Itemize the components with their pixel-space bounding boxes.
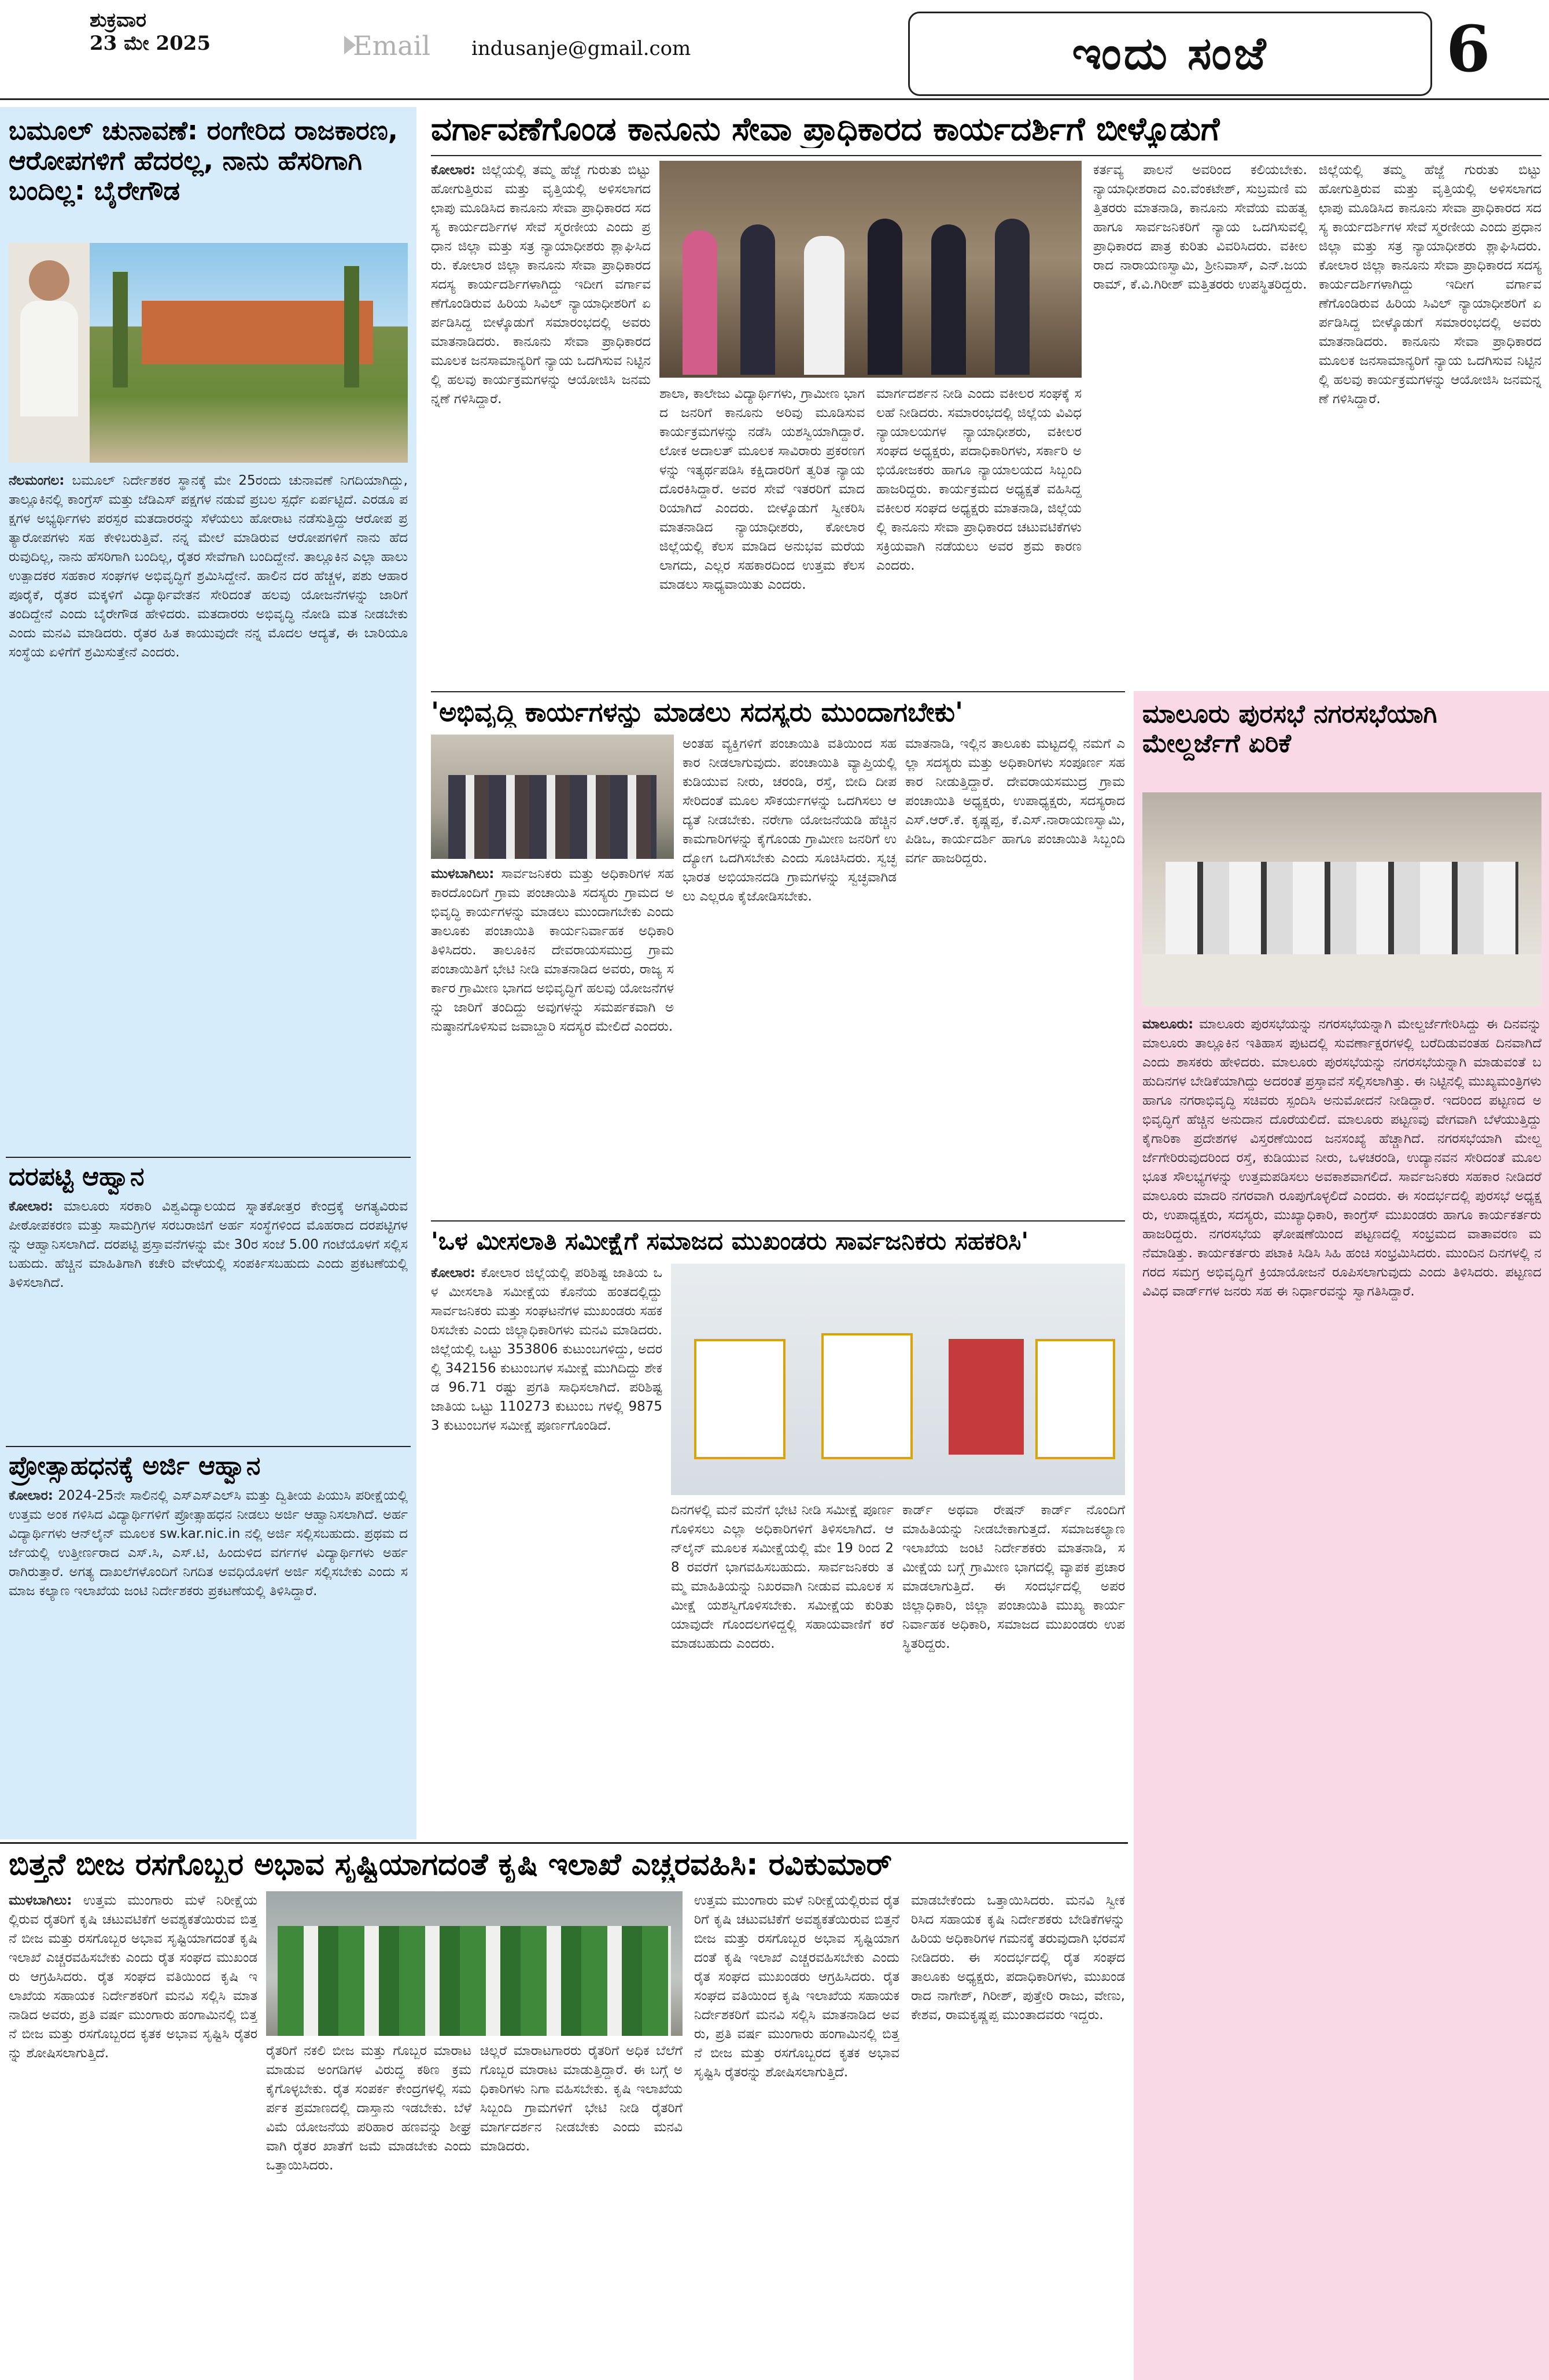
bottom-main-body-1: ಮುಳಬಾಗಿಲು: ಉತ್ತಮ ಮುಂಗಾರು ಮಳೆ ನಿರೀಕ್ಷೆಯಲ್ಲಿರುವ ರೈತರಿಗೆ ಕೃಷಿ ಚಟುವಟಿಕೆಗೆ ಅವಶ್ಯಕತೆಯಿರುವ ಬಿತ್ತನೆ ಬೀಜ ಮತ್ತು ರಸಗೊಬ್ಬರ ಅಭಾವ ಸೃಷ್ಟಿಯಾಗದಂತೆ ಕೃಷಿ ಇಲಾಖೆ ಎಚ್ಚರವಹಿಸಬೇಕು ಎಂದು ರೈತ ಸಂಘದ ಮುಖಂಡರು ಆಗ್ರಹಿಸಿದರು. ರೈತ ಸಂಘದ ವತಿಯಿಂದ ಕೃಷಿ ಇಲಾಖೆಯ ಸಹಾಯಕ ನಿರ್ದೇಶಕರಿಗೆ ಮನವಿ ಸಲ್ಲಿಸಿ ಮಾತನಾಡಿದ ಅವರು, ಪ್ರತಿ ವರ್ಷ ಮುಂಗಾರು ಹಂಗಾಮಿನಲ್ಲಿ ಬಿತ್ತನೆ ಬೀಜ ಮತ್ತು ರಸಗೊಬ್ಬರದ ಕೃತಕ ಅಭಾವ ಸೃಷ್ಟಿಸಿ ರೈತರನ್ನು ಶೋಷಿಸಲಾಗುತ್ತಿದೆ. <box>9 1893 257 2061</box>
bottom-main-body-2: ರೈತರಿಗೆ ನಕಲಿ ಬೀಜ ಮತ್ತು ಗೊಬ್ಬರ ಮಾರಾಟ ಮಾಡುವ ಅಂಗಡಿಗಳ ವಿರುದ್ಧ ಕಠಿಣ ಕ್ರಮ ಕೈಗೊಳ್ಳಬೇಕು. ರೈತ ಸಂಪರ್ಕ ಕೇಂದ್ರಗಳಲ್ಲಿ ಸಮರ್ಪಕ ಪ್ರಮಾಣದಲ್ಲಿ ದಾಸ್ತಾನು ಇಡಬೇಕು. ಬೆಳೆ ವಿಮೆ ಯೋಜನೆಯ ಪರಿಹಾರ ಹಣವನ್ನು ಶೀಘ್ರವಾಗಿ ರೈತರ ಖಾತೆಗೆ ಜಮೆ ಮಾಡಬೇಕು ಎಂದು ಒತ್ತಾಯಿಸಿದರು. <box>266 2043 471 2173</box>
panchayat-meeting-photo <box>431 735 674 859</box>
farmers-association-photo <box>266 1891 683 2036</box>
mid-left-body-2: ಅಂತಹ ವ್ಯಕ್ತಿಗಳಿಗೆ ಪಂಚಾಯಿತಿ ವತಿಯಿಂದ ಸಹಕಾರ ನೀಡಲಾಗುವುದು. ಪಂಚಾಯಿತಿ ವ್ಯಾಪ್ತಿಯಲ್ಲಿ ಕುಡಿಯುವ ನೀರು, ಚರಂಡಿ, ರಸ್ತೆ, ಬೀದಿ ದೀಪ ಸೇರಿದಂತೆ ಮೂಲ ಸೌಕರ್ಯಗಳನ್ನು ಒದಗಿಸಲು ಆದ್ಯತೆ ನೀಡಬೇಕು. ನರೇಗಾ ಯೋಜನೆಯಡಿ ಹೆಚ್ಚಿನ ಕಾಮಗಾರಿಗಳನ್ನು ಕೈಗೊಂಡು ಗ್ರಾಮೀಣ ಜನರಿಗೆ ಉದ್ಯೋಗ ಒದಗಿಸಬೇಕು ಎಂದು ಸೂಚಿಸಿದರು. ಸ್ವಚ್ಛ ಭಾರತ ಅಭಿಯಾನದಡಿ ಗ್ರಾಮಗಳನ್ನು ಸ್ವಚ್ಛವಾಗಿಡಲು ಎಲ್ಲರೂ ಕೈಜೋಡಿಸಬೇಕು. <box>683 736 897 904</box>
mid-right-headline: ಮಾಲೂರು ಪುರಸಭೆ ನಗರಸಭೆಯಾಗಿ ಮೇಲ್ದರ್ಜೆಗೆ ಏರಿಕೆ <box>1142 699 1437 758</box>
mid-left-body-1: ಮುಳಬಾಗಿಲು: ಸಾರ್ವಜನಿಕರು ಮತ್ತು ಅಧಿಕಾರಿಗಳ ಸಹಕಾರದೊಂದಿಗೆ ಗ್ರಾಮ ಪಂಚಾಯಿತಿ ಸದಸ್ಯರು ಗ್ರಾಮದ ಅಭಿವೃದ್ಧಿ ಕಾರ್ಯಗಳನ್ನು ಮಾಡಲು ಮುಂದಾಗಬೇಕು ಎಂದು ತಾಲೂಕು ಪಂಚಾಯಿತಿ ಕಾರ್ಯನಿರ್ವಾಹಕ ಅಧಿಕಾರಿ ತಿಳಿಸಿದರು. ತಾಲೂಕಿನ ದೇವರಾಯಸಮುದ್ರ ಗ್ರಾಮ ಪಂಚಾಯಿತಿಗೆ ಭೇಟಿ ನೀಡಿ ಮಾತನಾಡಿದ ಅವರು, ರಾಜ್ಯ ಸರ್ಕಾರ ಗ್ರಾಮೀಣ ಭಾಗದ ಅಭಿವೃದ್ಧಿಗೆ ಹಲವು ಯೋಜನೆಗಳನ್ನು ಜಾರಿಗೆ ತಂದಿದ್ದು ಅವುಗಳನ್ನು ಸಮರ್ಪಕವಾಗಿ ಅನುಷ್ಠಾನಗೊಳಿಸುವ ಜವಾಬ್ದಾರಿ ಸದಸ್ಯರ ಮೇಲಿದೆ ಎಂದರು. <box>431 866 674 1034</box>
bottom-main-body-3: ಚಿಲ್ಲರೆ ಮಾರಾಟಗಾರರು ರೈತರಿಗೆ ಅಧಿಕ ಬೆಲೆಗೆ ಗೊಬ್ಬರ ಮಾರಾಟ ಮಾಡುತ್ತಿದ್ದಾರೆ. ಈ ಬಗ್ಗೆ ಅಧಿಕಾರಿಗಳು ನಿಗಾ ವಹಿಸಬೇಕು. ಕೃಷಿ ಇಲಾಖೆಯ ಸಿಬ್ಬಂದಿ ಗ್ರಾಮಗಳಿಗೆ ಭೇಟಿ ನೀಡಿ ರೈತರಿಗೆ ಮಾರ್ಗದರ್ಶನ ನೀಡಬೇಕು ಎಂದು ಮನವಿ ಮಾಡಿದರು. <box>480 2043 683 2154</box>
left-bottom-body: ಕೋಲಾರ: 2024-25ನೇ ಸಾಲಿನಲ್ಲಿ ಎಸ್ಎಸ್ಎಲ್‌ಸಿ ಮತ್ತು ದ್ವಿತೀಯ ಪಿಯುಸಿ ಪರೀಕ್ಷೆಯಲ್ಲಿ ಉತ್ತಮ ಅಂಕ ಗಳಿಸಿದ ವಿದ್ಯಾರ್ಥಿಗಳಿಗೆ ಪ್ರೋತ್ಸಾಹಧನ ನೀಡಲು ಅರ್ಜಿ ಆಹ್ವಾನಿಸಲಾಗಿದೆ. ಅರ್ಹ ವಿದ್ಯಾರ್ಥಿಗಳು ಆನ್‌ಲೈನ್ ಮೂಲಕ sw.kar.nic.in ನಲ್ಲಿ ಅರ್ಜಿ ಸಲ್ಲಿಸಬಹುದು. ಪ್ರಥಮ ದರ್ಜೆಯಲ್ಲಿ ಉತ್ತೀರ್ಣರಾದ ಎಸ್.ಸಿ, ಎಸ್.ಟಿ, ಹಿಂದುಳಿದ ವರ್ಗಗಳ ವಿದ್ಯಾರ್ಥಿಗಳು ಅರ್ಹರಾಗಿರುತ್ತಾರೆ. ಅಗತ್ಯ ದಾಖಲೆಗಳೊಂದಿಗೆ ನಿಗದಿತ ಅವಧಿಯೊಳಗೆ ಅರ್ಜಿ ಸಲ್ಲಿಸಬೇಕು ಎಂದು ಸಮಾಜ ಕಲ್ಯಾಣ ಇಲಾಖೆಯ ಜಂಟಿ ನಿರ್ದೇಶಕರು ಪ್ರಕಟಣೆಯಲ್ಲಿ ತಿಳಿಸಿದ್ದಾರೆ. <box>9 1488 408 1599</box>
dairy-building-photo <box>9 243 408 463</box>
building-shape <box>142 301 373 364</box>
municipal-council-photo <box>1142 792 1541 1006</box>
bottom-main-body-4: ಉತ್ತಮ ಮುಂಗಾರು ಮಳೆ ನಿರೀಕ್ಷೆಯಲ್ಲಿರುವ ರೈತರಿಗೆ ಕೃಷಿ ಚಟುವಟಿಕೆಗೆ ಅವಶ್ಯಕತೆಯಿರುವ ಬಿತ್ತನೆ ಬೀಜ ಮತ್ತು ರಸಗೊಬ್ಬರ ಅಭಾವ ಸೃಷ್ಟಿಯಾಗದಂತೆ ಕೃಷಿ ಇಲಾಖೆ ಎಚ್ಚರವಹಿಸಬೇಕು ಎಂದು ರೈತ ಸಂಘದ ಮುಖಂಡರು ಆಗ್ರಹಿಸಿದರು. ರೈತ ಸಂಘದ ವತಿಯಿಂದ ಕೃಷಿ ಇಲಾಖೆಯ ಸಹಾಯಕ ನಿರ್ದೇಶಕರಿಗೆ ಮನವಿ ಸಲ್ಲಿಸಿ ಮಾತನಾಡಿದ ಅವರು, ಪ್ರತಿ ವರ್ಷ ಮುಂಗಾರು ಹಂಗಾಮಿನಲ್ಲಿ ಬಿತ್ತನೆ ಬೀಜ ಮತ್ತು ರಸಗೊಬ್ಬರದ ಕೃತಕ ಅಭಾವ ಸೃಷ್ಟಿಸಿ ರೈತರನ್ನು ಶೋಷಿಸಲಾಗುತ್ತಿದೆ. <box>694 1893 899 2080</box>
header-rule <box>0 98 1549 100</box>
top-main-body-4: ಕರ್ತವ್ಯ ಪಾಲನೆ ಅವರಿಂದ ಕಲಿಯಬೇಕು. ನ್ಯಾಯಾಧೀಶರಾದ ಎಂ.ವೆಂಕಟೇಶ್, ಸುಬ್ರಮಣಿ ಮತ್ತಿತರರು ಮಾತನಾಡಿ, ಕಾನೂನು ಸೇವೆಯ ಮಹತ್ವ ಹಾಗೂ ಸಾರ್ವಜನಿಕರಿಗೆ ನ್ಯಾಯ ಒದಗಿಸುವಲ್ಲಿ ಪ್ರಾಧಿಕಾರದ ಪಾತ್ರ ಕುರಿತು ವಿವರಿಸಿದರು. ವಕೀಲರಾದ ನಾರಾಯಣಸ್ವಾಮಿ, ಶ್ರೀನಿವಾಸ್, ಎನ್.ಜಯರಾಮ್, ಕೆ.ವಿ.ಗಿರೀಶ್ ಮತ್ತಿತರರು ಉಪಸ್ಥಿತರಿದ್ದರು. <box>1093 163 1307 292</box>
top-main-body-3: ಮಾರ್ಗದರ್ಶನ ನೀಡಿ ಎಂದು ವಕೀಲರ ಸಂಘಕ್ಕೆ ಸಲಹೆ ನೀಡಿದರು. ಸಮಾರಂಭದಲ್ಲಿ ಜಿಲ್ಲೆಯ ವಿವಿಧ ನ್ಯಾಯಾಲಯಗಳ ನ್ಯಾಯಾಧೀಶರು, ವಕೀಲರ ಸಂಘದ ಅಧ್ಯಕ್ಷರು, ಪದಾಧಿಕಾರಿಗಳು, ಸರ್ಕಾರಿ ಅಭಿಯೋಜಕರು ಹಾಗೂ ನ್ಯಾಯಾಲಯದ ಸಿಬ್ಬಂದಿ ಹಾಜರಿದ್ದರು. ಕಾರ್ಯಕ್ರಮದ ಅಧ್ಯಕ್ಷತೆ ವಹಿಸಿದ್ದ ವಕೀಲರ ಸಂಘದ ಅಧ್ಯಕ್ಷರು ಮಾತನಾಡಿ, ಜಿಲ್ಲೆಯಲ್ಲಿ ಕಾನೂನು ಸೇವಾ ಪ್ರಾಧಿಕಾರದ ಚಟುವಟಿಕೆಗಳು ಸಕ್ರಿಯವಾಗಿ ನಡೆಯಲು ಅವರ ಶ್ರಮ ಕಾರಣ ಎಂದರು. <box>876 386 1082 573</box>
article-text: ಬಮೂಲ್ ನಿರ್ದೇಶಕರ ಸ್ಥಾನಕ್ಕೆ ಮೇ 25ರಂದು ಚುನಾವಣೆ ನಿಗದಿಯಾಗಿದ್ದು, ತಾಲ್ಲೂಕಿನಲ್ಲಿ ಕಾಂಗ್ರೆಸ್ ಮತ್ತು ಜೆಡಿಎಸ್ ಪಕ್ಷಗಳ ನಡುವೆ ಪ್ರಬಲ ಸ್ಪರ್ಧೆ ಏರ್ಪಟ್ಟಿದೆ. ಎರಡೂ ಪಕ್ಷಗಳ ಅಭ್ಯರ್ಥಿಗಳು ಪರಸ್ಪರ ಮತದಾರರನ್ನು ಸೆಳೆಯಲು ಹೋರಾಟ ನಡೆಸುತ್ತಿದ್ದು ಆರೋಪ ಪ್ರತ್ಯಾರೋಪಗಳು ಸಹ ಕೇಳಿಬರುತ್ತಿವೆ. ನನ್ನ ಮೇಲೆ ಮಾಡಿರುವ ಆರೋಪಗಳಿಗೆ ನಾನು ಹೆದರುವುದಿಲ್ಲ, ನಾನು ಹೆಸರಿಗಾಗಿ ಬಂದಿಲ್ಲ, ರೈತರ ಸೇವೆಗಾಗಿ ಬಂದಿದ್ದೇನೆ. ತಾಲ್ಲೂಕಿನ ಎಲ್ಲಾ ಹಾಲು ಉತ್ಪಾದಕರ ಸಹಕಾರ ಸಂಘಗಳ ಅಭಿವೃದ್ಧಿಗೆ ಶ್ರಮಿಸಿದ್ದೇನೆ. ಹಾಲಿನ ದರ ಹೆಚ್ಚಳ, ಪಶು ಆಹಾರ ಪೂರೈಕೆ, ರೈತರ ಮಕ್ಕಳಿಗೆ ವಿದ್ಯಾರ್ಥಿವೇತನ ಸೇರಿದಂತೆ ಹಲವು ಯೋಜನೆಗಳನ್ನು ಜಾರಿಗೆ ತಂದಿದ್ದೇನೆ ಎಂದು ಬೈರೇಗೌಡ ಹೇಳಿದರು. ಮತದಾರರು ಅಭಿವೃದ್ಧಿ ನೋಡಿ ಮತ ನೀಡಬೇಕು ಎಂದು ಮನವಿ ಮಾಡಿದರು. ರೈತರ ಹಿತ ಕಾಯುವುದೇ ನನ್ನ ಮೊದಲ ಆದ್ಯತೆ, ಈ ಬಾರಿಯೂ ಸಂಸ್ಥೆಯ ಏಳಿಗೆಗೆ ಶ್ರಮಿಸುತ್ತೇನೆ ಎಂದರು. <box>9 473 408 660</box>
left-mid-headline: ದರಪಟ್ಟಿ ಆಹ್ವಾನ <box>9 1162 145 1191</box>
mid-left-headline: 'ಅಭಿವೃದ್ಧಿ ಕಾರ್ಯಗಳನ್ನು ಮಾಡಲು ಸದಸ್ಯರು ಮುಂದಾಗಬೇಕು' <box>431 697 964 728</box>
email-address[interactable]: indusanje@gmail.com <box>471 37 691 60</box>
lower-mid-headline: 'ಒಳ ಮೀಸಲಾತಿ ಸಮೀಕ್ಷೆಗೆ ಸಮಾಜದ ಮುಖಂಡರು ಸಾರ್ವಜನಿಕರು ಸಹಕರಿಸಿ' <box>431 1227 1029 1255</box>
bottom-main-headline: ಬಿತ್ತನೆ ಬೀಜ ರಸಗೊಬ್ಬರ ಅಭಾವ ಸೃಷ್ಟಿಯಾಗದಂತೆ ಕೃಷಿ ಇಲಾಖೆ ಎಚ್ಚರವಹಿಸಿ: ರವಿಕುಮಾರ್ <box>9 1848 892 1882</box>
top-main-body-5: ಜಿಲ್ಲೆಯಲ್ಲಿ ತಮ್ಮ ಹೆಜ್ಜೆ ಗುರುತು ಬಿಟ್ಟು ಹೋಗುತ್ತಿರುವ ಮತ್ತು ವೃತ್ತಿಯಲ್ಲಿ ಅಳಿಸಲಾಗದ ಛಾಪು ಮೂಡಿಸಿದ ಕಾನೂನು ಸೇವಾ ಪ್ರಾಧಿಕಾರದ ಸದಸ್ಯ ಕಾರ್ಯದರ್ಶಿಗಳ ಸೇವೆ ಸ್ಮರಣೀಯ ಎಂದು ಪ್ರಧಾನ ಜಿಲ್ಲಾ ಮತ್ತು ಸತ್ರ ನ್ಯಾಯಾಧೀಶರು ಶ್ಲಾಘಿಸಿದರು. ಕೋಲಾರ ಜಿಲ್ಲಾ ಕಾನೂನು ಸೇವಾ ಪ್ರಾಧಿಕಾರದ ಸದಸ್ಯ ಕಾರ್ಯದರ್ಶಿಗಳಾಗಿದ್ದು ಇದೀಗ ವರ್ಗಾವಣೆಗೊಂಡಿರುವ ಹಿರಿಯ ಸಿವಿಲ್ ನ್ಯಾಯಾಧೀಶರಿಗೆ ಏರ್ಪಡಿಸಿದ್ದ ಬೀಳ್ಕೊಡುಗೆ ಸಮಾರಂಭದಲ್ಲಿ ಅವರು ಮಾತನಾಡಿದರು. ಕಾನೂನು ಸೇವಾ ಪ್ರಾಧಿಕಾರದ ಮೂಲಕ ಜನಸಾಮಾನ್ಯರಿಗೆ ನ್ಯಾಯ ಒದಗಿಸುವ ನಿಟ್ಟಿನಲ್ಲಿ ಹಲವು ಕಾರ್ಯಕ್ರಮಗಳನ್ನು ಆಯೋಜಿಸಿ ಜನಮನ್ನಣೆ ಗಳಿಸಿದ್ದಾರೆ. <box>1319 163 1541 407</box>
left-mid-body: ಕೋಲಾರ: ಮಾಲೂರು ಸರಕಾರಿ ವಿಶ್ವವಿದ್ಯಾಲಯದ ಸ್ನಾತಕೋತ್ತರ ಕೇಂದ್ರಕ್ಕೆ ಅಗತ್ಯವಿರುವ ಪೀಠೋಪಕರಣ ಮತ್ತು ಸಾಮಗ್ರಿಗಳ ಸರಬರಾಜಿಗೆ ಅರ್ಹ ಸಂಸ್ಥೆಗಳಿಂದ ಮೊಹರಾದ ದರಪಟ್ಟಿಗಳನ್ನು ಆಹ್ವಾನಿಸಲಾಗಿದೆ. ದರಪಟ್ಟಿ ಪ್ರಸ್ತಾವನೆಗಳನ್ನು ಮೇ 30ರ ಸಂಜೆ 5.00 ಗಂಟೆಯೊಳಗೆ ಸಲ್ಲಿಸಬಹುದು. ಹೆಚ್ಚಿನ ಮಾಹಿತಿಗಾಗಿ ಕಚೇರಿ ವೇಳೆಯಲ್ಲಿ ಸಂಪರ್ಕಿಸಬಹುದು ಎಂದು ಪ್ರಕಟಣೆಯಲ್ಲಿ ತಿಳಿಸಲಾಗಿದೆ. <box>9 1199 408 1290</box>
lower-mid-body-2: ದಿನಗಳಲ್ಲಿ ಮನೆ ಮನೆಗೆ ಭೇಟಿ ನೀಡಿ ಸಮೀಕ್ಷೆ ಪೂರ್ಣಗೊಳಿಸಲು ಎಲ್ಲಾ ಅಧಿಕಾರಿಗಳಿಗೆ ತಿಳಿಸಲಾಗಿದೆ. ಆನ್‌ಲೈನ್ ಮೂಲಕ ಸಮೀಕ್ಷೆಯಲ್ಲಿ ಮೇ 19 ರಿಂದ 28 ರವರೆಗೆ ಭಾಗವಹಿಸಬಹುದು. ಸಾರ್ವಜನಿಕರು ತಮ್ಮ ಮಾಹಿತಿಯನ್ನು ನಿಖರವಾಗಿ ನೀಡುವ ಮೂಲಕ ಸಮೀಕ್ಷೆ ಯಶಸ್ವಿಗೊಳಿಸಬೇಕು. ಸಮೀಕ್ಷೆಯ ಕುರಿತು ಯಾವುದೇ ಗೊಂದಲಗಳಿದ್ದಲ್ಲಿ ಸಹಾಯವಾಣಿಗೆ ಕರೆ ಮಾಡಬಹುದು ಎಂದರು. <box>671 1503 894 1651</box>
top-main-body-2: ಶಾಲಾ, ಕಾಲೇಜು ವಿದ್ಯಾರ್ಥಿಗಳು, ಗ್ರಾಮೀಣ ಭಾಗದ ಜನರಿಗೆ ಕಾನೂನು ಅರಿವು ಮೂಡಿಸುವ ಕಾರ್ಯಕ್ರಮಗಳನ್ನು ನಡೆಸಿ ಯಶಸ್ವಿಯಾಗಿದ್ದಾರೆ. ಲೋಕ ಅದಾಲತ್ ಮೂಲಕ ಸಾವಿರಾರು ಪ್ರಕರಣಗಳನ್ನು ಇತ್ಯರ್ಥಪಡಿಸಿ ಕಕ್ಷಿದಾರರಿಗೆ ತ್ವರಿತ ನ್ಯಾಯ ದೊರಕಿಸಿದ್ದಾರೆ. ಅವರ ಸೇವೆ ಇತರರಿಗೆ ಮಾದರಿಯಾಗಿದೆ ಎಂದರು. ಬೀಳ್ಕೊಡುಗೆ ಸ್ವೀಕರಿಸಿ ಮಾತನಾಡಿದ ನ್ಯಾಯಾಧೀಶರು, ಕೋಲಾರ ಜಿಲ್ಲೆಯಲ್ಲಿ ಕೆಲಸ ಮಾಡಿದ ಅನುಭವ ಮರೆಯಲಾಗದು, ಎಲ್ಲರ ಸಹಕಾರದಿಂದ ಉತ್ತಮ ಕೆಲಸ ಮಾಡಲು ಸಾಧ್ಯವಾಯಿತು ಎಂದರು. <box>659 386 865 592</box>
masthead-logo: ಇಂದು ಸಂಜೆ <box>908 12 1432 96</box>
lower-mid-body-3: ಕಾರ್ಡ್ ಅಥವಾ ರೇಷನ್ ಕಾರ್ಡ್ ನೊಂದಿಗೆ ಮಾಹಿತಿಯನ್ನು ನೀಡಬೇಕಾಗುತ್ತದೆ. ಸಮಾಜಕಲ್ಯಾಣ ಇಲಾಖೆಯ ಜಂಟಿ ನಿರ್ದೇಶಕರು ಮಾತನಾಡಿ, ಸಮೀಕ್ಷೆಯ ಬಗ್ಗೆ ಗ್ರಾಮೀಣ ಭಾಗದಲ್ಲಿ ವ್ಯಾಪಕ ಪ್ರಚಾರ ಮಾಡಲಾಗುತ್ತಿದೆ. ಈ ಸಂದರ್ಭದಲ್ಲಿ ಅಪರ ಜಿಲ್ಲಾಧಿಕಾರಿ, ಜಿಲ್ಲಾ ಪಂಚಾಯಿತಿ ಮುಖ್ಯ ಕಾರ್ಯನಿರ್ವಾಹಕ ಅಧಿಕಾರಿ, ಸಮಾಜದ ಮುಖಂಡರು ಉಪಸ್ಥಿತರಿದ್ದರು. <box>902 1503 1125 1651</box>
issue-day: ಶುಕ್ರವಾರ <box>90 9 146 32</box>
dateline: ನೆಲಮಂಗಲ: <box>9 473 65 488</box>
email-label: Email <box>353 30 431 61</box>
bottom-main-body-5: ಮಾಡಬೇಕೆಂದು ಒತ್ತಾಯಿಸಿದರು. ಮನವಿ ಸ್ವೀಕರಿಸಿದ ಸಹಾಯಕ ಕೃಷಿ ನಿರ್ದೇಶಕರು ಬೇಡಿಕೆಗಳನ್ನು ಹಿರಿಯ ಅಧಿಕಾರಿಗಳ ಗಮನಕ್ಕೆ ತರುವುದಾಗಿ ಭರವಸೆ ನೀಡಿದರು. ಈ ಸಂದರ್ಭದಲ್ಲಿ ರೈತ ಸಂಘದ ತಾಲೂಕು ಅಧ್ಯಕ್ಷರು, ಪದಾಧಿಕಾರಿಗಳು, ಮುಖಂಡರಾದ ನಾಗೇಶ್, ಗಿರೀಶ್, ಪುತ್ತೇರಿ ರಾಜು, ವೇಣು, ಕೇಶವ, ರಾಮಕೃಷ್ಣಪ್ಪ ಮುಂತಾದವರು ಇದ್ದರು. <box>911 1893 1125 2023</box>
mid-right-body: ಮಾಲೂರು: ಮಾಲೂರು ಪುರಸಭೆಯನ್ನು ನಗರಸಭೆಯನ್ನಾಗಿ ಮೇಲ್ದರ್ಜೆಗೇರಿಸಿದ್ದು ಈ ದಿನವನ್ನು ಮಾಲೂರು ತಾಲ್ಲೂಕಿನ ಇತಿಹಾಸ ಪುಟದಲ್ಲಿ ಸುವರ್ಣಾಕ್ಷರಗಳಲ್ಲಿ ಬರೆದಿಡುವಂತಹ ದಿನವಾಗಿದೆ ಎಂದು ಶಾಸಕರು ಹೇಳಿದರು. ಮಾಲೂರು ಪುರಸಭೆಯನ್ನು ನಗರಸಭೆಯನ್ನಾಗಿ ಮಾಡುವಂತೆ ಬಹುದಿನಗಳ ಬೇಡಿಕೆಯಾಗಿದ್ದು ಅದರಂತೆ ಪ್ರಸ್ತಾವನೆ ಸಲ್ಲಿಸಲಾಗಿತ್ತು. ಈ ನಿಟ್ಟಿನಲ್ಲಿ ಮುಖ್ಯಮಂತ್ರಿಗಳು ಹಾಗೂ ನಗರಾಭಿವೃದ್ಧಿ ಸಚಿವರು ಸ್ಪಂದಿಸಿ ಅನುಮೋದನೆ ನೀಡಿದ್ದಾರೆ. ಇದರಿಂದ ಪಟ್ಟಣದ ಅಭಿವೃದ್ಧಿಗೆ ಹೆಚ್ಚಿನ ಅನುದಾನ ದೊರೆಯಲಿದೆ. ಮಾಲೂರು ಪಟ್ಟಣವು ವೇಗವಾಗಿ ಬೆಳೆಯುತ್ತಿದ್ದು ಕೈಗಾರಿಕಾ ಪ್ರದೇಶಗಳ ವಿಸ್ತರಣೆಯಿಂದ ಜನಸಂಖ್ಯೆ ಹೆಚ್ಚಾಗಿದೆ. ನಗರಸಭೆಯಾಗಿ ಮೇಲ್ದರ್ಜೆಗೇರಿರುವುದರಿಂದ ರಸ್ತೆ, ಕುಡಿಯುವ ನೀರು, ಒಳಚರಂಡಿ, ಉದ್ಯಾನವನ ಸೇರಿದಂತೆ ಮೂಲಭೂತ ಸೌಲಭ್ಯಗಳನ್ನು ಉತ್ತಮಪಡಿಸಲು ಅವಕಾಶವಾಗಲಿದೆ. ಸಾರ್ವಜನಿಕರು ಸಹಕಾರ ನೀಡಿದರೆ ಮಾಲೂರು ಮಾದರಿ ನಗರವಾಗಿ ರೂಪುಗೊಳ್ಳಲಿದೆ ಎಂದರು. ಈ ಸಂದರ್ಭದಲ್ಲಿ ಪುರಸಭೆ ಅಧ್ಯಕ್ಷರು, ಉಪಾಧ್ಯಕ್ಷರು, ಸದಸ್ಯರು, ಮುಖ್ಯಾಧಿಕಾರಿ, ಕಾಂಗ್ರೆಸ್ ಮುಖಂಡರು ಹಾಗೂ ಕಾರ್ಯಕರ್ತರು ಹಾಜರಿದ್ದರು. ನಗರಸಭೆಯ ಘೋಷಣೆಯಿಂದ ಪಟ್ಟಣದಲ್ಲಿ ಸಂಭ್ರಮದ ವಾತಾವರಣ ಮನೆಮಾಡಿತ್ತು. ಕಾರ್ಯಕರ್ತರು ಪಟಾಕಿ ಸಿಡಿಸಿ ಸಿಹಿ ಹಂಚಿ ಸಂಭ್ರಮಿಸಿದರು. ಮುಂದಿನ ದಿನಗಳಲ್ಲಿ ನಗರದ ಸಮಗ್ರ ಅಭಿವೃದ್ಧಿಗೆ ಕ್ರಿಯಾಯೋಜನೆ ರೂಪಿಸಲಾಗುವುದು ಎಂದು ತಿಳಿಸಿದರು. ಪಟ್ಟಣದ ವಿವಿಧ ವಾರ್ಡ್‌ಗಳ ಜನರು ಸಹ ಈ ನಿರ್ಧಾರವನ್ನು ಸ್ವಾಗತಿಸಿದ್ದಾರೆ. <box>1142 1017 1541 1299</box>
issue-date: 23 ಮೇ 2025 <box>90 32 211 55</box>
top-main-body-1: ಕೋಲಾರ: ಜಿಲ್ಲೆಯಲ್ಲಿ ತಮ್ಮ ಹೆಜ್ಜೆ ಗುರುತು ಬಿಟ್ಟು ಹೋಗುತ್ತಿರುವ ಮತ್ತು ವೃತ್ತಿಯಲ್ಲಿ ಅಳಿಸಲಾಗದ ಛಾಪು ಮೂಡಿಸಿದ ಕಾನೂನು ಸೇವಾ ಪ್ರಾಧಿಕಾರದ ಸದಸ್ಯ ಕಾರ್ಯದರ್ಶಿಗಳ ಸೇವೆ ಸ್ಮರಣೀಯ ಎಂದು ಪ್ರಧಾನ ಜಿಲ್ಲಾ ಮತ್ತು ಸತ್ರ ನ್ಯಾಯಾಧೀಶರು ಶ್ಲಾಘಿಸಿದರು. ಕೋಲಾರ ಜಿಲ್ಲಾ ಕಾನೂನು ಸೇವಾ ಪ್ರಾಧಿಕಾರದ ಸದಸ್ಯ ಕಾರ್ಯದರ್ಶಿಗಳಾಗಿದ್ದು ಇದೀಗ ವರ್ಗಾವಣೆಗೊಂಡಿರುವ ಹಿರಿಯ ಸಿವಿಲ್ ನ್ಯಾಯಾಧೀಶರಿಗೆ ಏರ್ಪಡಿಸಿದ್ದ ಬೀಳ್ಕೊಡುಗೆ ಸಮಾರಂಭದಲ್ಲಿ ಅವರು ಮಾತನಾಡಿದರು. ಕಾನೂನು ಸೇವಾ ಪ್ರಾಧಿಕಾರದ ಮೂಲಕ ಜನಸಾಮಾನ್ಯರಿಗೆ ನ್ಯಾಯ ಒದಗಿಸುವ ನಿಟ್ಟಿನಲ್ಲಿ ಹಲವು ಕಾರ್ಯಕ್ರಮಗಳನ್ನು ಆಯೋಜಿಸಿ ಜನಮನ್ನಣೆ ಗಳಿಸಿದ್ದಾರೆ. <box>431 163 651 407</box>
survey-poster-release-photo <box>671 1264 1125 1495</box>
left-top-headline: ಬಮೂಲ್ ಚುನಾವಣೆ: ರಂಗೇರಿದ ರಾಜಕಾರಣ, ಆರೋಪಗಳಿಗೆ ಹೆದರಲ್ಲ, ನಾನು ಹೆಸರಿಗಾಗಿ ಬಂದಿಲ್ಲ: ಬೈರೇಗೌಡ <box>9 115 398 206</box>
mid-left-body-3: ಮಾತನಾಡಿ, ಇಲ್ಲಿನ ತಾಲೂಕು ಮಟ್ಟದಲ್ಲಿ ನಮಗೆ ಎಲ್ಲಾ ಸದಸ್ಯರು ಮತ್ತು ಅಧಿಕಾರಿಗಳು ಸಂಪೂರ್ಣ ಸಹಕಾರ ನೀಡುತ್ತಿದ್ದಾರೆ. ದೇವರಾಯಸಮುದ್ರ ಗ್ರಾಮ ಪಂಚಾಯಿತಿ ಅಧ್ಯಕ್ಷರು, ಉಪಾಧ್ಯಕ್ಷರು, ಸದಸ್ಯರಾದ ಎಸ್.ಆರ್.ಕೆ. ಕೃಷ್ಣಪ್ಪ, ಕೆ.ಎಸ್.ನಾರಾಯಣಸ್ವಾಮಿ, ಪಿಡಿಒ, ಕಾರ್ಯದರ್ಶಿ ಹಾಗೂ ಪಂಚಾಯಿತಿ ಸಿಬ್ಬಂದಿ ವರ್ಗ ಹಾಜರಿದ್ದರು. <box>905 736 1125 866</box>
top-main-headline: ವರ್ಗಾವಣೆಗೊಂಡ ಕಾನೂನು ಸೇವಾ ಪ್ರಾಧಿಕಾರದ ಕಾರ್ಯದರ್ಶಿಗೆ ಬೀಳ್ಕೊಡುಗೆ <box>431 111 1220 148</box>
lower-mid-body-1: ಕೋಲಾರ: ಕೋಲಾರ ಜಿಲ್ಲೆಯಲ್ಲಿ ಪರಿಶಿಷ್ಟ ಜಾತಿಯ ಒಳ ಮೀಸಲಾತಿ ಸಮೀಕ್ಷೆಯ ಕೊನೆಯ ಹಂತದಲ್ಲಿದ್ದು ಸಾರ್ವಜನಿಕರು ಮತ್ತು ಸಂಘಟನೆಗಳ ಮುಖಂಡರು ಸಹಕರಿಸಬೇಕು ಎಂದು ಜಿಲ್ಲಾಧಿಕಾರಿಗಳು ಮನವಿ ಮಾಡಿದರು. ಜಿಲ್ಲೆಯಲ್ಲಿ ಒಟ್ಟು 353806 ಕುಟುಂಬಗಳಿದ್ದು, ಅದರಲ್ಲಿ 342156 ಕುಟುಂಬಗಳ ಸಮೀಕ್ಷೆ ಮುಗಿದಿದ್ದು ಶೇಕಡ 96.71 ರಷ್ಟು ಪ್ರಗತಿ ಸಾಧಿಸಲಾಗಿದೆ. ಪರಿಶಿಷ್ಟ ಜಾತಿಯ ಒಟ್ಟು 110273 ಕುಟುಂಬ ಗಳಲ್ಲಿ 98753 ಕುಟುಂಬಗಳ ಸಮೀಕ್ಷೆ ಪೂರ್ಣಗೊಂಡಿದೆ. <box>431 1265 662 1433</box>
portrait-inset <box>9 243 90 463</box>
farewell-ceremony-photo <box>659 161 1082 378</box>
left-bottom-headline: ಪ್ರೋತ್ಸಾಹಧನಕ್ಕೆ ಅರ್ಜಿ ಆಹ್ವಾನ <box>9 1451 261 1481</box>
left-top-body <box>9 471 408 1151</box>
page-number: 6 <box>1446 12 1491 86</box>
